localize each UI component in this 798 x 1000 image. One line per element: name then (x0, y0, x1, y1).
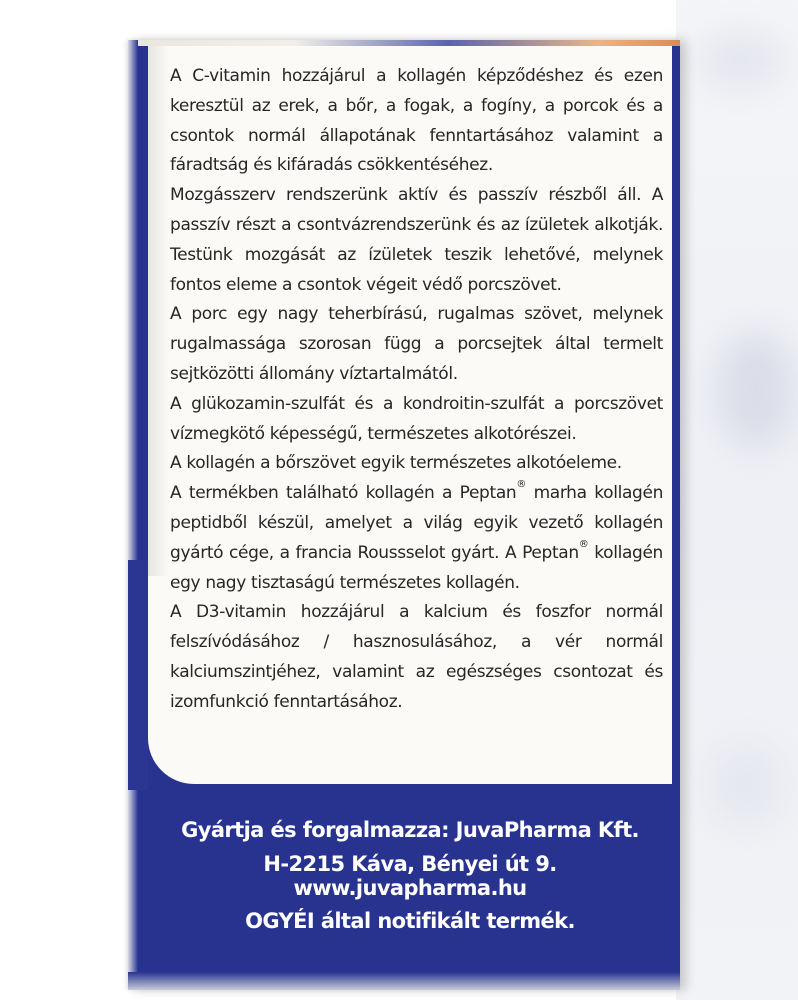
paragraph-musculoskeletal: Mozgásszerv rendszerünk aktív és passzív részből áll. A passzív részt a csontvázrendszerünk és az ízületek alkotják. Testünk mozgását az ízületek teszik lehetővé, melynek fontos eleme a csontok végeit védő porcszövet. (170, 185, 663, 295)
box-side-tab (128, 560, 148, 790)
blurred-shape (696, 30, 786, 90)
paragraph-collagen-skin: A kollagén a bőrszövet egyik természetes alkotóeleme. (170, 453, 622, 474)
box-bottom-edge (128, 972, 680, 990)
box-left-edge (128, 40, 138, 990)
paragraph-glucosamine: A glükozamin-szulfát és a kondroitin-szulfát a porcszövet vízmegkötő képességű, természetes alkotórészei. (170, 393, 663, 444)
address-line: H-2215 Káva, Bényei út 9. www.juvapharma.hu (263, 852, 557, 900)
blurred-shape (706, 740, 786, 830)
notification-notice: OGYÉI által notifikált termék. (245, 909, 575, 933)
paragraph-vitamin-d3: A D3-vitamin hozzájárul a kalcium és foszfor normál felszívódásához / hasznosulásához, a vér normál kalciumszintjéhez, valamint az egészséges csontozat és izomfunkció fenntartásához. (170, 602, 663, 712)
background-right (676, 0, 798, 1000)
paragraph-vitamin-c: A C-vitamin hozzájárul a kollagén képződéshez és ezen keresztül az erek, a bőr, a fogak, a fogíny, a porcok és a csontok normál állapotának fenntartásához valamint a fáradtság és kifáradás csökkentéséhez. (170, 66, 663, 176)
panel-shadow (148, 46, 168, 576)
paragraph-cartilage: A porc egy nagy teherbírású, rugalmas szövet, melynek rugalmassága szorosan függ a porcsejtek által termelt sejtközötti állomány víztartalmától. (170, 304, 663, 384)
blurred-shape (716, 330, 796, 450)
paragraph-peptan: A termékben található kollagén a Peptan® marha kollagén peptidből készül, amelyet a világ egyik vezető kollagén gyártó cége, a francia Roussselot gyárt. A Peptan® kollagén egy nagy tisztaságú természetes kollagén. (170, 479, 663, 593)
description-text (170, 62, 663, 718)
manufacturer-line: Gyártja és forgalmazza: JuvaPharma Kft. (181, 818, 639, 842)
